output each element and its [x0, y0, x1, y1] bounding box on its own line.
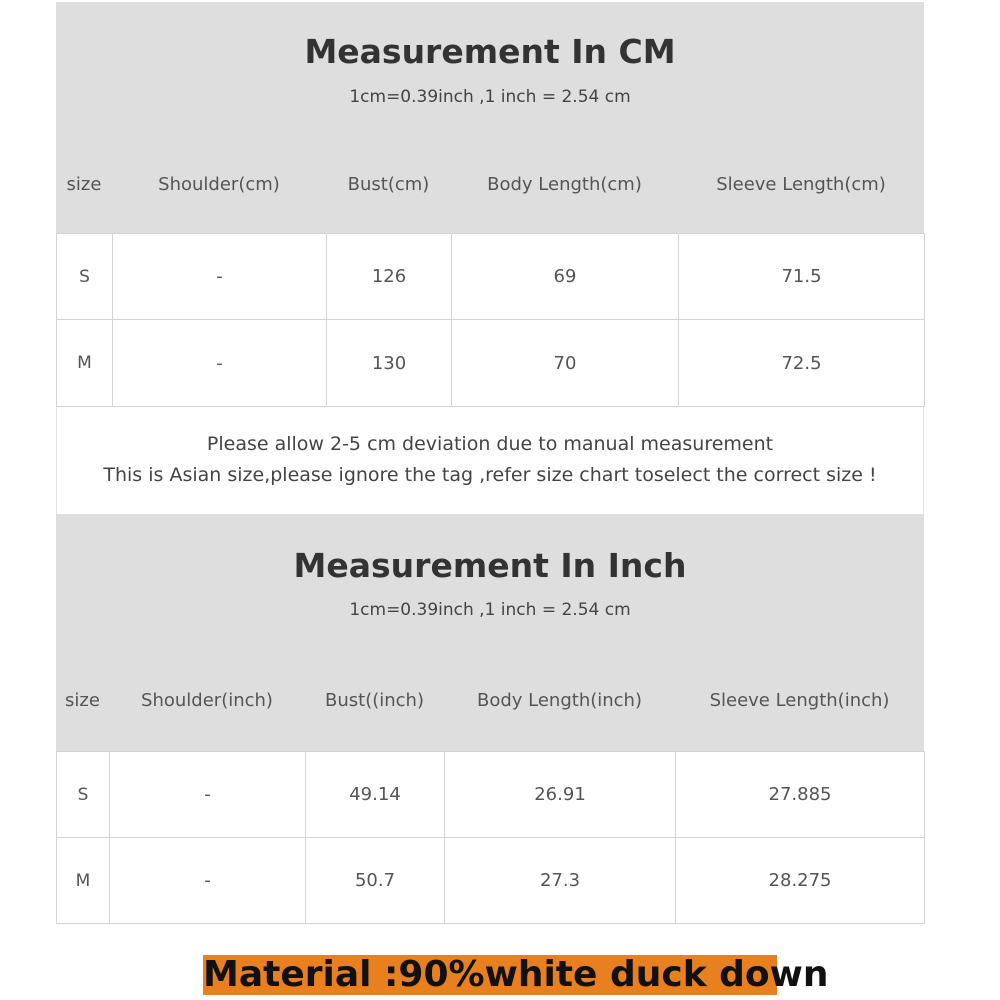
bust-cell: 126 [327, 234, 452, 320]
bust-cell: 49.14 [306, 752, 445, 838]
inch-header-size: size [65, 690, 100, 711]
cm-header-sleeve-length: Sleeve Length(cm) [716, 174, 886, 195]
size-cell: M [57, 838, 110, 924]
inch-section [56, 514, 924, 924]
inch-title: Measurement In Inch [293, 546, 687, 585]
inch-header-shoulder: Shoulder(inch) [141, 690, 273, 711]
cm-header-bust: Bust(cm) [347, 174, 430, 195]
sleeve-length-cell: 72.5 [679, 320, 925, 407]
inch-table [56, 751, 925, 924]
body-length-cell: 27.3 [445, 838, 676, 924]
table-row [57, 752, 925, 838]
size-cell: S [57, 234, 113, 320]
shoulder-cell: - [113, 234, 327, 320]
deviation-note [56, 407, 924, 514]
bust-cell: 50.7 [306, 838, 445, 924]
inch-subtitle: 1cm=0.39inch ,1 inch = 2.54 cm [349, 600, 631, 620]
shoulder-cell: - [110, 838, 306, 924]
note-line-2: This is Asian size,please ignore the tag ,refer size chart toselect the correct size ! [103, 464, 877, 486]
cm-subtitle: 1cm=0.39inch ,1 inch = 2.54 cm [349, 87, 631, 107]
shoulder-cell: - [110, 752, 306, 838]
inch-header-block [56, 514, 924, 751]
shoulder-cell: - [113, 320, 327, 407]
note-line-1: Please allow 2-5 cm deviation due to manual measurement [206, 433, 774, 455]
body-length-cell: 26.91 [445, 752, 676, 838]
cm-title: Measurement In CM [304, 32, 676, 71]
table-row [57, 838, 925, 924]
body-length-cell: 69 [452, 234, 679, 320]
sleeve-length-cell: 71.5 [679, 234, 925, 320]
table-row [57, 320, 925, 407]
cm-header-body-length: Body Length(cm) [487, 174, 642, 195]
sleeve-length-cell: 28.275 [676, 838, 925, 924]
inch-header-body-length: Body Length(inch) [476, 690, 642, 711]
material-banner: Material :90%white duck down [203, 954, 829, 995]
bust-cell: 130 [327, 320, 452, 407]
size-cell: M [57, 320, 113, 407]
sleeve-length-cell: 27.885 [676, 752, 925, 838]
table-row [57, 234, 925, 320]
body-length-cell: 70 [452, 320, 679, 407]
inch-header-bust: Bust((inch) [325, 690, 424, 711]
cm-section [56, 2, 924, 407]
cm-header-shoulder: Shoulder(cm) [158, 174, 280, 195]
cm-header-size: size [66, 174, 102, 195]
inch-header-sleeve-length: Sleeve Length(inch) [709, 690, 890, 711]
size-cell: S [57, 752, 110, 838]
cm-header-block [56, 2, 924, 233]
cm-table [56, 233, 925, 407]
